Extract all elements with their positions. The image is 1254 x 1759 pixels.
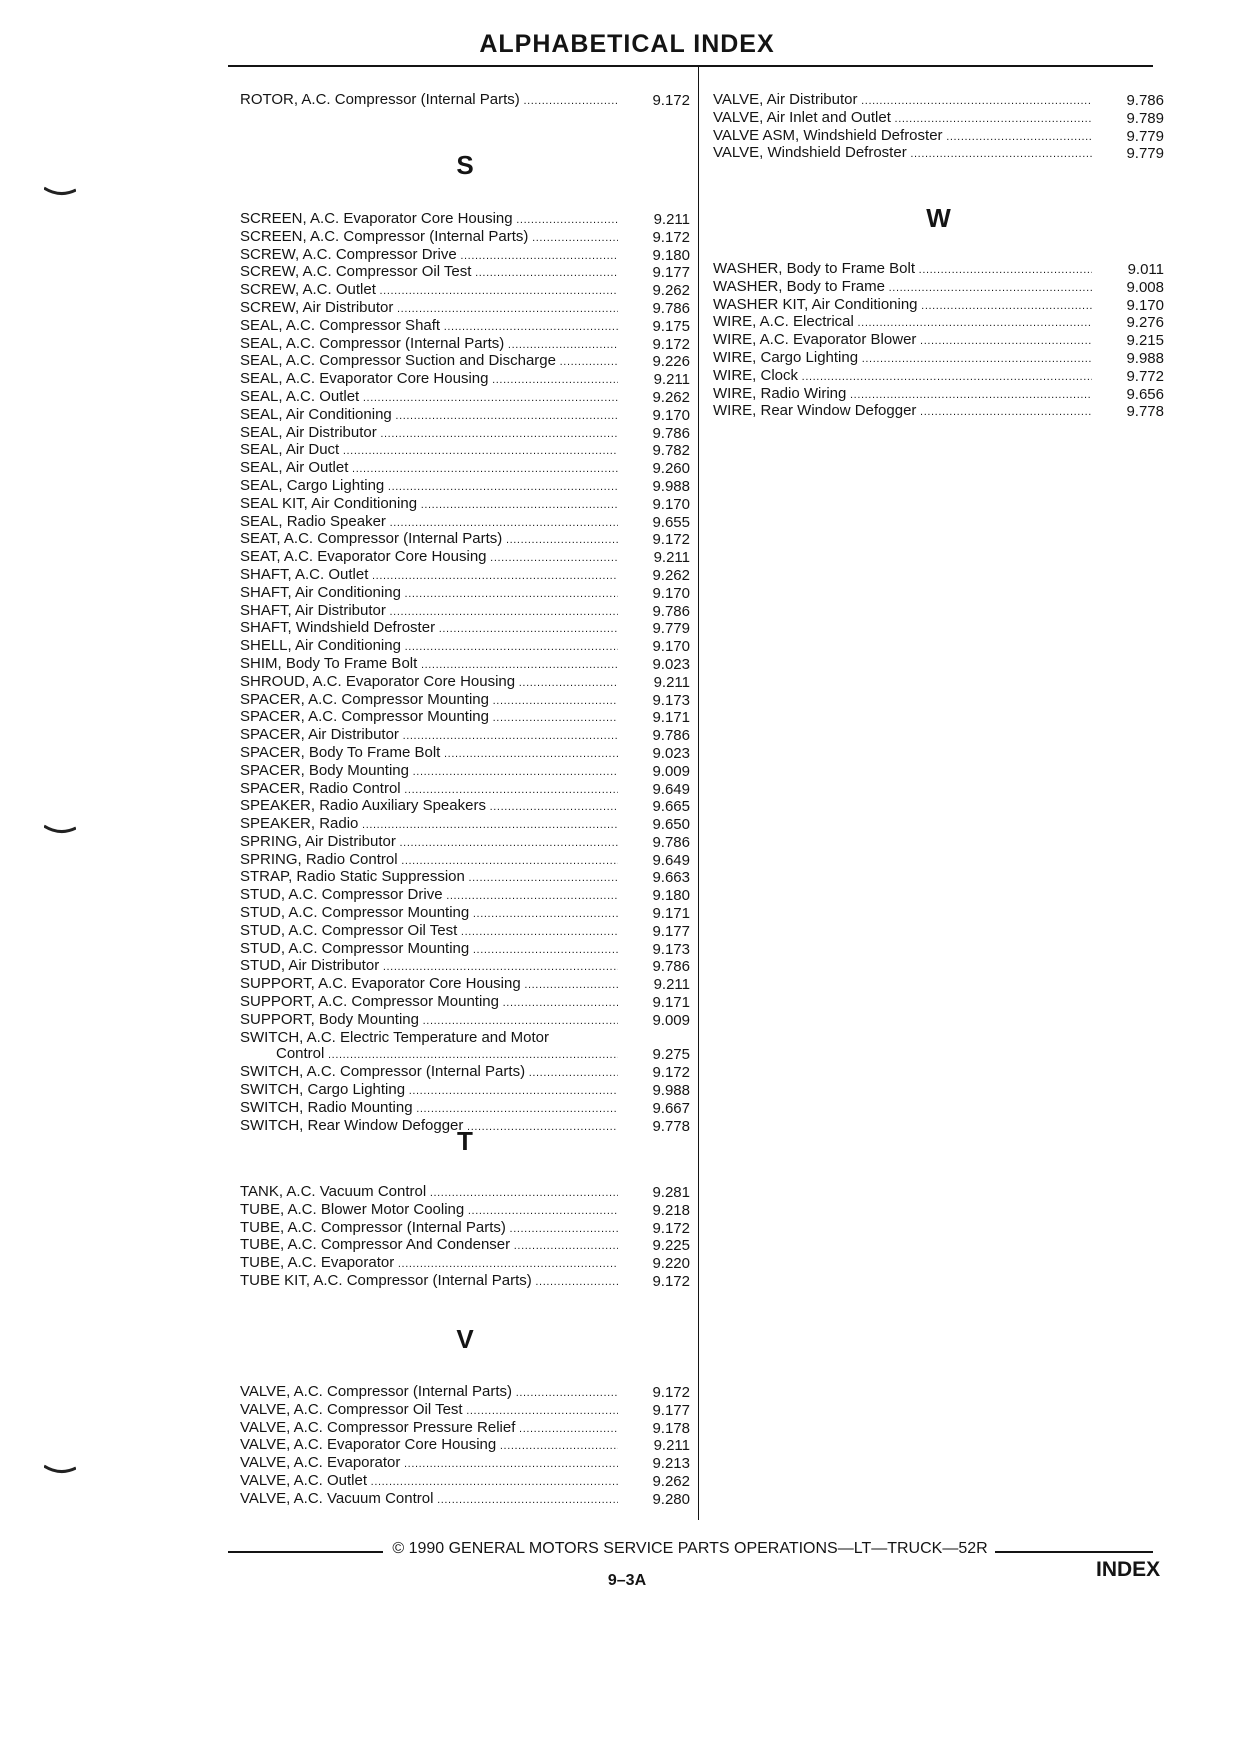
index-entry [240, 549, 690, 567]
entry-page: 9.172 [652, 92, 690, 109]
index-group-v-continued [713, 92, 1164, 163]
entry-page: 9.180 [652, 887, 690, 905]
index-entry [240, 389, 690, 407]
entry-description: WIRE, Clock ..... [713, 368, 1092, 386]
index-entry [240, 1255, 690, 1273]
index-group-w [713, 261, 1164, 421]
entry-page: 9.262 [652, 566, 690, 584]
entry-page: 9.779 [1126, 145, 1164, 163]
title-rule [228, 65, 1153, 67]
entry-page: 9.171 [652, 905, 690, 923]
entry-page: 9.665 [652, 798, 690, 816]
index-entry [240, 460, 690, 478]
index-entry [240, 496, 690, 514]
index-entry [240, 1082, 690, 1100]
entry-page: 9.172 [652, 1384, 690, 1401]
index-entry [240, 442, 690, 460]
entry-page: 9.213 [652, 1455, 690, 1473]
entry-description: VALVE, Windshield Defroster ..... [713, 145, 1092, 163]
entry-page: 9.225 [652, 1237, 690, 1255]
entry-page: 9.262 [652, 388, 690, 406]
index-group-r [240, 92, 690, 110]
index-entry [240, 264, 690, 282]
index-entry [240, 656, 690, 674]
entry-description: SHAFT, A.C. Outlet ..... [240, 567, 618, 585]
entry-description: SWITCH, Rear Window Defogger ..... [240, 1118, 618, 1136]
entry-description: SEAT, A.C. Evaporator Core Housing ..... [240, 549, 618, 567]
entry-page: 9.782 [652, 442, 690, 460]
binder-hole-mark [44, 824, 76, 834]
footer-rule-right [995, 1551, 1153, 1553]
entry-page: 9.281 [652, 1184, 690, 1201]
entry-description: SCREW, A.C. Compressor Oil Test ..... [240, 264, 618, 282]
index-entry [240, 353, 690, 371]
entry-description: SUPPORT, A.C. Evaporator Core Housing ..... [240, 976, 618, 994]
column-divider [698, 67, 699, 1520]
entry-page: 9.170 [652, 495, 690, 513]
entry-page: 9.262 [652, 1472, 690, 1490]
index-entry [713, 110, 1164, 128]
entry-description: SCREEN, A.C. Evaporator Core Housing ..... [240, 211, 618, 229]
index-entry [240, 727, 690, 745]
entry-description-line1: SWITCH, A.C. Electric Temperature and Motor [240, 1029, 549, 1046]
entry-description: SEAL, Air Duct ..... [240, 442, 618, 460]
index-entry [240, 638, 690, 656]
entry-page: 9.786 [652, 958, 690, 976]
index-entry [240, 282, 690, 300]
entry-page: 9.656 [1126, 385, 1164, 403]
index-entry [240, 798, 690, 816]
entry-page: 9.009 [652, 762, 690, 780]
entry-page: 9.789 [1126, 109, 1164, 127]
entry-description: VALVE, A.C. Compressor (Internal Parts) ..... [240, 1384, 618, 1402]
entry-description: SPRING, Radio Control ..... [240, 852, 618, 870]
entry-description: SEAL, Air Distributor ..... [240, 425, 618, 443]
entry-description: SPACER, Radio Control ..... [240, 781, 618, 799]
entry-page: 9.172 [652, 335, 690, 353]
index-entry [240, 709, 690, 727]
entry-description: TUBE, A.C. Evaporator ..... [240, 1255, 618, 1273]
entry-description [240, 1030, 618, 1065]
entry-description: SUPPORT, A.C. Compressor Mounting ..... [240, 994, 618, 1012]
entry-page: 9.023 [652, 655, 690, 673]
index-entry [713, 332, 1164, 350]
index-entry [240, 336, 690, 354]
entry-description: SPACER, Body To Frame Bolt ..... [240, 745, 618, 763]
entry-description: SEAL, A.C. Compressor Suction and Discharge ..... [240, 353, 618, 371]
index-entry [240, 585, 690, 603]
entry-description: STUD, A.C. Compressor Mounting ..... [240, 941, 618, 959]
index-entry [713, 92, 1164, 110]
index-entry [240, 247, 690, 265]
section-label: INDEX [1096, 1558, 1161, 1581]
entry-description: STUD, Air Distributor ..... [240, 958, 618, 976]
entry-description: STUD, A.C. Compressor Drive ..... [240, 887, 618, 905]
entry-description: SCREW, Air Distributor ..... [240, 300, 618, 318]
entry-description: SHELL, Air Conditioning ..... [240, 638, 618, 656]
entry-page: 9.172 [652, 1064, 690, 1082]
entry-description: SPACER, A.C. Compressor Mounting ..... [240, 709, 618, 727]
index-entry [240, 834, 690, 852]
index-group-v [240, 1384, 690, 1509]
index-entry [713, 386, 1164, 404]
index-entry [240, 692, 690, 710]
entry-page: 9.009 [652, 1011, 690, 1029]
index-entry [240, 674, 690, 692]
entry-page: 9.008 [1126, 278, 1164, 296]
index-entry [713, 145, 1164, 163]
entry-description: VALVE, Air Inlet and Outlet ..... [713, 110, 1092, 128]
binder-hole-mark [44, 186, 76, 196]
entry-page: 9.011 [1127, 261, 1164, 278]
entry-description: SHAFT, Air Conditioning ..... [240, 585, 618, 603]
entry-description: SEAL, A.C. Outlet ..... [240, 389, 618, 407]
footer-copyright: © 1990 GENERAL MOTORS SERVICE PARTS OPERATIONS—LT—TRUCK—52R [392, 1540, 988, 1557]
index-entry [240, 1202, 690, 1220]
entry-page: 9.177 [652, 1401, 690, 1419]
entry-page: 9.786 [652, 727, 690, 745]
index-entry [713, 350, 1164, 368]
index-entry [240, 1455, 690, 1473]
entry-page: 9.649 [652, 851, 690, 869]
index-entry [240, 318, 690, 336]
index-entry [240, 531, 690, 549]
entry-description: SPEAKER, Radio ..... [240, 816, 618, 834]
entry-page: 9.171 [652, 994, 690, 1012]
entry-description: TUBE, A.C. Blower Motor Cooling ..... [240, 1202, 618, 1220]
entry-description: VALVE, Air Distributor ..... [713, 92, 1092, 110]
entry-description: SEAL, Cargo Lighting ..... [240, 478, 618, 496]
entry-page: 9.260 [652, 460, 690, 478]
entry-description: STRAP, Radio Static Suppression ..... [240, 869, 618, 887]
index-entry [240, 869, 690, 887]
entry-page: 9.170 [652, 638, 690, 656]
entry-page: 9.023 [652, 744, 690, 762]
entry-page: 9.170 [652, 584, 690, 602]
entry-description: VALVE, A.C. Evaporator Core Housing ..... [240, 1437, 618, 1455]
index-entry [240, 941, 690, 959]
entry-description: STUD, A.C. Compressor Mounting ..... [240, 905, 618, 923]
entry-description: SWITCH, A.C. Compressor (Internal Parts) ..... [240, 1064, 618, 1082]
index-entry [240, 407, 690, 425]
entry-page: 9.988 [652, 477, 690, 495]
entry-page: 9.211 [653, 976, 690, 994]
entry-page: 9.177 [652, 264, 690, 282]
page-number: 9–3A [607, 1572, 647, 1589]
entry-page: 9.786 [652, 602, 690, 620]
entry-description: WASHER, Body to Frame Bolt ..... [713, 261, 1092, 279]
index-entry [240, 781, 690, 799]
entry-description: SPRING, Air Distributor ..... [240, 834, 618, 852]
entry-page: 9.211 [653, 1437, 690, 1455]
index-entry [240, 887, 690, 905]
entry-page: 9.171 [652, 709, 690, 727]
entry-page: 9.779 [652, 620, 690, 638]
index-entry [240, 620, 690, 638]
entry-description: WASHER KIT, Air Conditioning ..... [713, 297, 1092, 315]
index-entry [240, 1273, 690, 1291]
entry-description: WIRE, A.C. Electrical ..... [713, 314, 1092, 332]
entry-page: 9.786 [652, 833, 690, 851]
entry-description: ROTOR, A.C. Compressor (Internal Parts) ..... [240, 92, 618, 110]
entry-description: SWITCH, Radio Mounting ..... [240, 1100, 618, 1118]
index-entry [713, 279, 1164, 297]
entry-page: 9.173 [652, 940, 690, 958]
entry-description: VALVE, A.C. Compressor Pressure Relief ..... [240, 1420, 618, 1438]
index-entry [240, 1220, 690, 1238]
entry-description: SEAL, A.C. Compressor (Internal Parts) ..... [240, 336, 618, 354]
entry-description: SUPPORT, Body Mounting ..... [240, 1012, 618, 1030]
entry-page: 9.778 [652, 1117, 690, 1135]
index-entry [240, 852, 690, 870]
entry-page: 9.226 [652, 353, 690, 371]
entry-page: 9.649 [652, 780, 690, 798]
entry-description: WASHER, Body to Frame ..... [713, 279, 1092, 297]
entry-description: SEAL, Air Conditioning ..... [240, 407, 618, 425]
entry-page: 9.218 [652, 1201, 690, 1219]
entry-description: VALVE, A.C. Compressor Oil Test ..... [240, 1402, 618, 1420]
entry-description: SHIM, Body To Frame Bolt ..... [240, 656, 618, 674]
entry-page: 9.215 [1126, 332, 1164, 350]
entry-description: SPACER, A.C. Compressor Mounting ..... [240, 692, 618, 710]
index-entry [240, 1420, 690, 1438]
entry-page: 9.276 [1126, 314, 1164, 332]
index-group-s [240, 211, 690, 1135]
entry-description: VALVE, A.C. Vacuum Control ..... [240, 1491, 618, 1509]
entry-description: TUBE KIT, A.C. Compressor (Internal Parts) ..... [240, 1273, 618, 1291]
index-entry [240, 976, 690, 994]
entry-page: 9.988 [652, 1082, 690, 1100]
index-entry [713, 314, 1164, 332]
entry-page: 9.180 [652, 246, 690, 264]
entry-page: 9.988 [1126, 349, 1164, 367]
entry-description: SEAL KIT, Air Conditioning ..... [240, 496, 618, 514]
entry-description: STUD, A.C. Compressor Oil Test ..... [240, 923, 618, 941]
index-entry [240, 371, 690, 389]
index-entry [240, 92, 690, 110]
footer-rule-left [228, 1551, 383, 1553]
index-group-t [240, 1184, 690, 1291]
index-entry [240, 229, 690, 247]
section-heading-w: W [926, 203, 951, 233]
entry-page: 9.667 [652, 1099, 690, 1117]
index-entry [240, 300, 690, 318]
index-entry [713, 403, 1164, 421]
entry-description: SPEAKER, Radio Auxiliary Speakers ..... [240, 798, 618, 816]
index-entry [240, 745, 690, 763]
entry-page: 9.786 [652, 424, 690, 442]
entry-page: 9.178 [652, 1419, 690, 1437]
index-entry [240, 1473, 690, 1491]
section-heading-t: T [457, 1126, 473, 1156]
page-title: ALPHABETICAL INDEX [479, 30, 775, 58]
index-entry [240, 1012, 690, 1030]
index-entry [240, 1437, 690, 1455]
entry-page: 9.172 [652, 228, 690, 246]
index-entry [240, 603, 690, 621]
index-entry [240, 923, 690, 941]
entry-description: SHAFT, Windshield Defroster ..... [240, 620, 618, 638]
index-entry [240, 1402, 690, 1420]
index-entry [240, 763, 690, 781]
entry-page: 9.177 [652, 922, 690, 940]
index-entry [240, 905, 690, 923]
entry-description: VALVE, A.C. Evaporator ..... [240, 1455, 618, 1473]
index-entry [713, 128, 1164, 146]
entry-page: 9.663 [652, 869, 690, 887]
entry-page: 9.772 [1126, 367, 1164, 385]
entry-description: SEAL, A.C. Compressor Shaft ..... [240, 318, 618, 336]
entry-page: 9.786 [652, 299, 690, 317]
entry-page: 9.262 [652, 282, 690, 300]
entry-page: 9.655 [652, 513, 690, 531]
entry-description: SEAT, A.C. Compressor (Internal Parts) ..... [240, 531, 618, 549]
index-entry [240, 478, 690, 496]
entry-page: 9.172 [652, 1272, 690, 1290]
entry-description: SPACER, Air Distributor ..... [240, 727, 618, 745]
index-entry [240, 1384, 690, 1402]
entry-page: 9.211 [653, 211, 690, 228]
entry-page: 9.211 [653, 673, 690, 691]
index-entry [240, 816, 690, 834]
section-heading-v: V [456, 1324, 474, 1354]
entry-page: 9.175 [652, 317, 690, 335]
entry-description: SPACER, Body Mounting ..... [240, 763, 618, 781]
index-entry [713, 297, 1164, 315]
entry-description: WIRE, Rear Window Defogger ..... [713, 403, 1092, 421]
entry-page: 9.172 [652, 1219, 690, 1237]
entry-description: TUBE, A.C. Compressor And Condenser ..... [240, 1237, 618, 1255]
index-entry [240, 567, 690, 585]
index-entry [240, 994, 690, 1012]
entry-page: 9.779 [1126, 127, 1164, 145]
entry-description: SEAL, Radio Speaker ..... [240, 514, 618, 532]
index-entry [713, 261, 1164, 279]
entry-description: SHAFT, Air Distributor ..... [240, 603, 618, 621]
index-entry [240, 1491, 690, 1509]
entry-page: 9.786 [1126, 92, 1164, 109]
entry-description: SCREEN, A.C. Compressor (Internal Parts) ..... [240, 229, 618, 247]
entry-page: 9.220 [652, 1255, 690, 1273]
index-entry-wrapped [240, 1030, 690, 1065]
index-entry [713, 368, 1164, 386]
entry-description: TANK, A.C. Vacuum Control ..... [240, 1184, 618, 1202]
entry-page: 9.170 [1126, 296, 1164, 314]
index-entry [240, 1100, 690, 1118]
entry-page: 9.172 [652, 531, 690, 549]
entry-page: 9.778 [1126, 403, 1164, 421]
index-entry [240, 514, 690, 532]
entry-description: VALVE, A.C. Outlet ..... [240, 1473, 618, 1491]
index-entry [240, 211, 690, 229]
entry-description: VALVE ASM, Windshield Defroster ..... [713, 128, 1092, 146]
entry-description: WIRE, Cargo Lighting ..... [713, 350, 1092, 368]
entry-description: TUBE, A.C. Compressor (Internal Parts) ..... [240, 1220, 618, 1238]
binder-hole-mark [44, 1464, 76, 1474]
entry-page: 9.170 [652, 406, 690, 424]
entry-description: SEAL, A.C. Evaporator Core Housing ..... [240, 371, 618, 389]
entry-page: 9.275 [652, 1046, 690, 1064]
entry-page: 9.173 [652, 691, 690, 709]
entry-description: SHROUD, A.C. Evaporator Core Housing ..... [240, 674, 618, 692]
entry-description: SEAL, Air Outlet ..... [240, 460, 618, 478]
entry-page: 9.211 [653, 549, 690, 567]
index-entry [240, 958, 690, 976]
entry-description: WIRE, Radio Wiring ..... [713, 386, 1092, 404]
index-entry [240, 1184, 690, 1202]
index-entry [240, 425, 690, 443]
entry-page: 9.280 [652, 1490, 690, 1508]
entry-description: SCREW, A.C. Outlet ..... [240, 282, 618, 300]
entry-page: 9.650 [652, 816, 690, 834]
index-entry [240, 1237, 690, 1255]
entry-description: WIRE, A.C. Evaporator Blower ..... [713, 332, 1092, 350]
index-entry [240, 1064, 690, 1082]
entry-description-line2: Control ..... [240, 1046, 618, 1064]
entry-page: 9.211 [653, 371, 690, 389]
entry-description: SWITCH, Cargo Lighting ..... [240, 1082, 618, 1100]
section-heading-s: S [456, 150, 474, 180]
entry-description: SCREW, A.C. Compressor Drive ..... [240, 247, 618, 265]
